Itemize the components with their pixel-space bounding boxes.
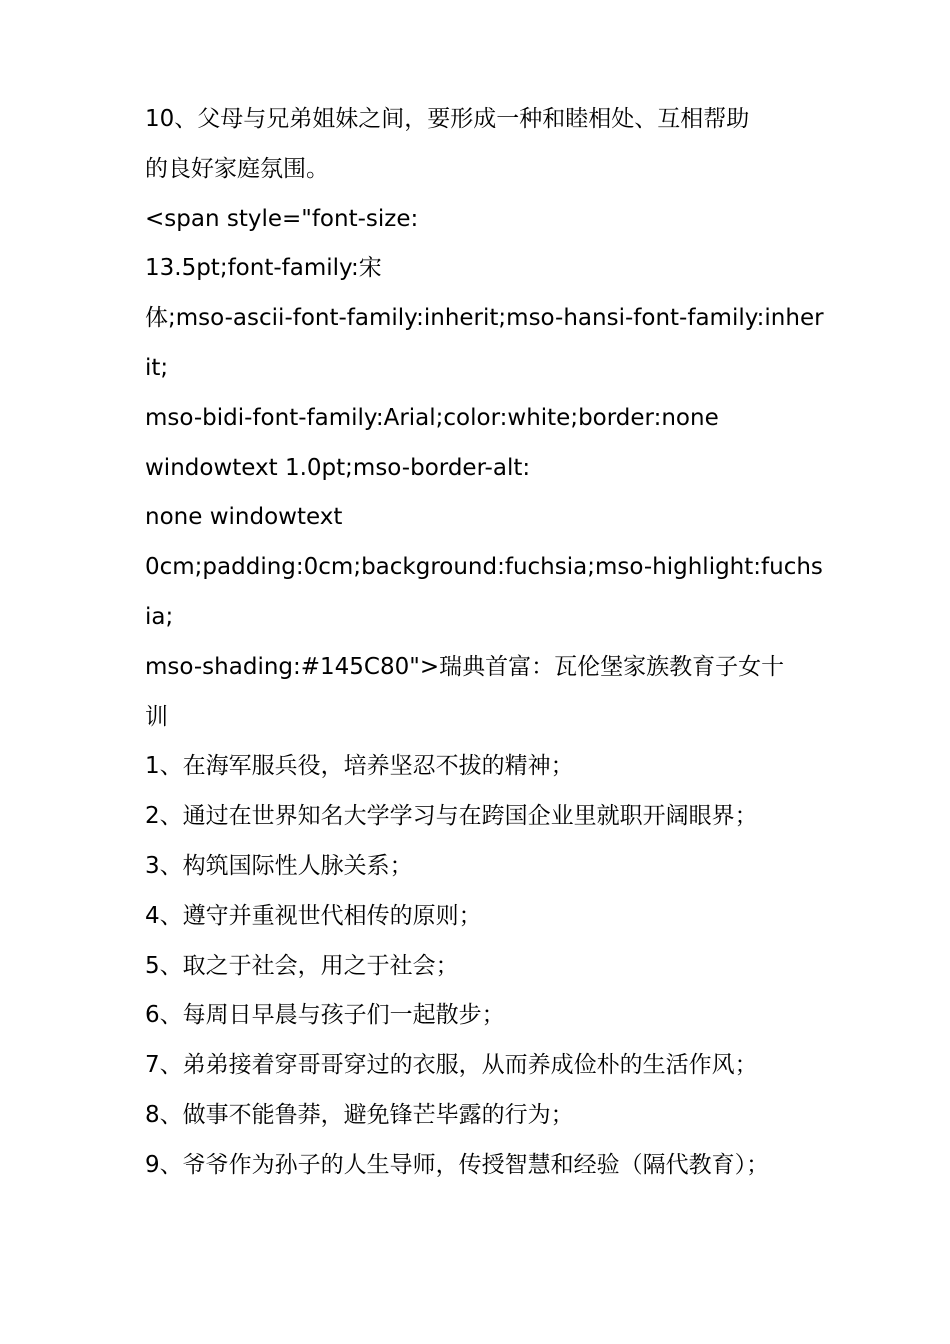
- text-line: mso-bidi-font-family:Arial;color:white;border:none: [145, 404, 719, 431]
- list-item: 1、在海军服兵役，培养坚忍不拔的精神；: [145, 753, 574, 780]
- list-item: 5、取之于社会，用之于社会；: [145, 952, 459, 979]
- text-line: 0cm;padding:0cm;background:fuchsia;mso-highlight:fuchs: [145, 554, 823, 581]
- text-line: 训: [145, 703, 168, 730]
- list-item: 8、做事不能鲁莽，避免锋芒毕露的行为；: [145, 1101, 574, 1128]
- text-line: <span style="font-size:: [145, 205, 419, 232]
- text-line: 13.5pt;font-family:宋: [145, 255, 382, 282]
- text-line: it;: [145, 354, 169, 381]
- text-line: 10、父母与兄弟姐妹之间，要形成一种和睦相处、互相帮助: [145, 106, 750, 132]
- list-item: 6、每周日早晨与孩子们一起散步；: [145, 1002, 505, 1029]
- text-line: ia;: [145, 603, 174, 630]
- list-item: 9、爷爷作为孙子的人生导师，传授智慧和经验（隔代教育）；: [145, 1151, 770, 1178]
- list-item: 7、弟弟接着穿哥哥穿过的衣服，从而养成俭朴的生活作风；: [145, 1052, 758, 1079]
- text-line: windowtext 1.0pt;mso-border-alt:: [145, 454, 531, 481]
- text-line: mso-shading:#145C80">瑞典首富：瓦伦堡家族教育子女十: [145, 653, 785, 680]
- list-item: 4、遵守并重视世代相传的原则；: [145, 902, 482, 929]
- text-line: 的良好家庭氛围。: [145, 155, 329, 182]
- list-item: 3、构筑国际性人脉关系；: [145, 852, 413, 879]
- list-item: 2、通过在世界知名大学学习与在跨国企业里就职开阔眼界；: [145, 803, 758, 830]
- text-line: 体;mso-ascii-font-family:inherit;mso-hansi-font-family:inher: [145, 305, 824, 332]
- text-line: none windowtext: [145, 504, 343, 531]
- document-body: [145, 95, 825, 1191]
